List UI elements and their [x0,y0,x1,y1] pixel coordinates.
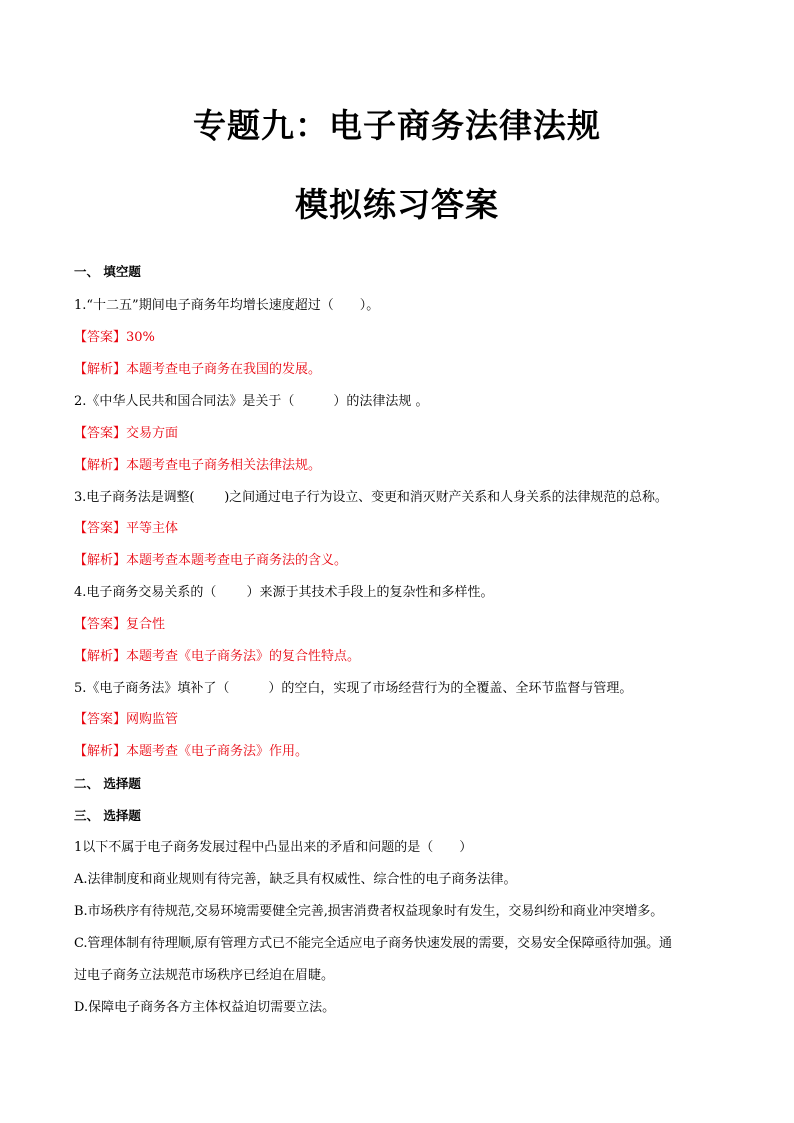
mc-option-b: B.市场秩序有待规范,交易环境需要健全完善,损害消费者权益现象时有发生，交易纠纷和商业冲突增多。 [74,904,664,919]
question-1: 1.“十二五”期间电子商务年均增长速度超过（ ）。 [74,298,380,313]
mc-option-d: D.保障电子商务各方主体权益迫切需要立法。 [74,1000,336,1015]
mc-option-c-line-2: 过电子商务立法规范市场秩序已经迫在眉睫。 [74,968,335,983]
analysis-1: 【解析】本题考查电子商务在我国的发展。 [74,362,322,377]
answer-2: 【答案】交易方面 [74,426,179,441]
analysis-4: 【解析】本题考查《电子商务法》的复合性特点。 [74,649,361,664]
section-heading-choice-3: 三、 选择题 [74,808,141,823]
analysis-3: 【解析】本题考查本题考查电子商务法的含义。 [74,553,348,568]
section-heading-fill-blank: 一、 填空题 [74,264,141,279]
question-2: 2.《中华人民共和国合同法》是关于（ ）的法律法规 。 [74,394,429,409]
title-line-2: 模拟练习答案 [295,185,499,224]
analysis-2: 【解析】本题考查电子商务相关法律法规。 [74,458,322,473]
question-4: 4.电子商务交易关系的（ ）来源于其技术手段上的复杂性和多样性。 [74,585,494,600]
answer-3: 【答案】平等主体 [74,521,179,536]
answer-1: 【答案】30% [74,330,155,345]
answer-5: 【答案】网购监管 [74,712,179,727]
mc-option-c-line-1: C.管理体制有待理顺,原有管理方式已不能完全适应电子商务快速发展的需要，交易安全保障亟待加强。通 [74,936,672,951]
section-heading-choice-2: 二、 选择题 [74,776,141,791]
question-5: 5.《电子商务法》填补了（ ）的空白，实现了市场经营行为的全覆盖、全环节监督与管理。 [74,681,633,696]
answer-4: 【答案】复合性 [74,617,166,632]
title-line-1: 专题九：电子商务法律法规 [193,106,601,145]
question-3: 3.电子商务法是调整( )之间通过电子行为设立、变更和消灭财产关系和人身关系的法律规范的总称。 [74,490,668,505]
analysis-5: 【解析】本题考查《电子商务法》作用。 [74,744,309,759]
mc-option-a: A.法律制度和商业规则有待完善，缺乏具有权威性、综合性的电子商务法律。 [74,872,517,887]
mc-question-1: 1以下不属于电子商务发展过程中凸显出来的矛盾和问题的是（ ） [74,840,473,855]
